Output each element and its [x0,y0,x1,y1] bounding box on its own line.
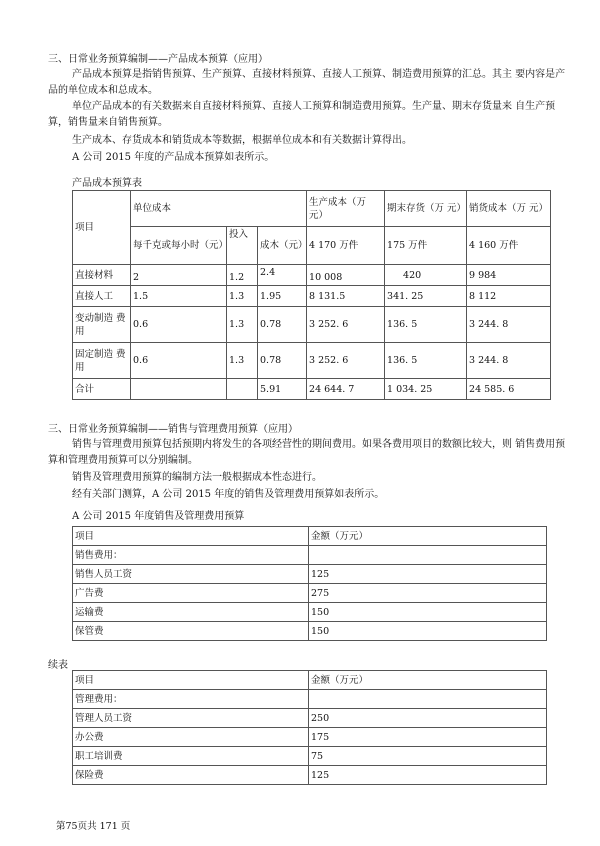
row-rate: 1.5 [131,286,227,307]
row-production: 10 008 [307,265,385,286]
row-cost: 0.78 [258,343,307,379]
row-sales: 9 984 [467,265,551,286]
row-ending: 341. 25 [385,286,467,307]
table-header-row [73,527,547,546]
col-item-header: 项目 [73,671,309,690]
col-item-header: 项目 [73,191,131,265]
row-ending: 136. 5 [385,307,467,343]
row-ending: 1 034. 25 [385,379,467,400]
row-item: 保管费 [73,622,309,641]
group-label: 销售费用： [73,546,309,565]
row-amount: 150 [309,622,547,641]
expense-table [72,526,547,641]
product-cost-table-title: 产品成本预算表 [72,178,142,189]
row-sales: 24 585. 6 [467,379,551,400]
col-input-header: 投入 [227,227,258,265]
table-row [73,343,551,379]
col-production-header: 生产成本（万 元） [307,191,385,227]
row-item: 职工培训费 [73,747,309,766]
row-input: 1.3 [227,343,258,379]
table-row-total [73,379,551,400]
row-item: 合计 [73,379,131,400]
row-input: 1.2 [227,265,258,286]
table-row [73,603,547,622]
table-row [73,747,547,766]
page-number: 第75页共 171 页 [56,821,131,832]
row-production: 24 644. 7 [307,379,385,400]
col-amount-header: 金额（万元） [309,671,547,690]
row-item: 广告费 [73,584,309,603]
table-header-row [73,191,551,227]
table-row [73,709,547,728]
total-ending-qty: 175 万件 [385,227,467,265]
section2-paragraph-3: 经有关部门测算，A 公司 2015 年度的销售及管理费用预算如表所示。 [72,489,385,500]
product-cost-table [72,190,551,400]
row-amount: 125 [309,565,547,584]
section2-paragraph-2: 销售及管理费用预算的编制方法一般根据成本性态进行。 [72,472,322,483]
table-row [73,265,551,286]
group-label: 管理费用： [73,690,309,709]
col-unit-cost-header: 单位成本 [131,191,307,227]
table-row [73,307,551,343]
section1-paragraph-3: 生产成本、存货成本和销货成本等数据，根据单位成本和有关数据计算得出。 [72,135,412,146]
row-sales: 3 244. 8 [467,343,551,379]
row-production: 3 252. 6 [307,343,385,379]
row-item: 保险费 [73,766,309,785]
section1-paragraph-2: 单位产品成本的有关数据来自直接材料预算、直接人工预算和制造费用预算。生产量、期末存货量来 自生产预算，销售量来自销售预算。 [48,101,556,128]
expense-table-continued [72,670,547,785]
table-row [73,728,547,747]
col-sales-header: 销货成本（万 元） [467,191,551,227]
row-sales: 8 112 [467,286,551,307]
section1-paragraph-4: A 公司 2015 年度的产品成本预算如表所示。 [72,152,275,163]
section2-paragraph-1: 销售与管理费用预算包括预期内将发生的各项经营性的期间费用。如果各费用项目的数额比较大，则 销售费用预算和管理费用预算可以分别编制。 [48,439,566,466]
total-production-qty: 4 170 万件 [307,227,385,265]
section1-paragraph-1: 产品成本预算是指销售预算、生产预算、直接材料预算、直接人工预算、制造费用预算的汇总。其主 要内容是产品的单位成本和总成本。 [48,69,566,96]
row-input: 1.3 [227,307,258,343]
table-group-row [73,546,547,565]
row-amount: 75 [309,747,547,766]
row-amount: 125 [309,766,547,785]
row-item: 固定制造 费用 [73,343,131,379]
row-ending: 136. 5 [385,343,467,379]
table-row [73,565,547,584]
row-item: 销售人员工资 [73,565,309,584]
table-header-row [73,671,547,690]
row-amount: 150 [309,603,547,622]
row-amount: 175 [309,728,547,747]
table-subheader-row [73,227,551,265]
table-row [73,584,547,603]
row-cost: 2.4 [258,265,307,286]
table-row [73,766,547,785]
row-rate: 0.6 [131,307,227,343]
row-item: 办公费 [73,728,309,747]
row-item: 直接材料 [73,265,131,286]
expense-table-title: A 公司 2015 年度销售及管理费用预算 [72,511,245,522]
row-item: 管理人员工资 [73,709,309,728]
row-production: 8 131.5 [307,286,385,307]
row-input [227,379,258,400]
row-cost: 0.78 [258,307,307,343]
section1-heading: 三、日常业务预算编制——产品成本预算（应用） [48,54,268,65]
row-sales: 3 244. 8 [467,307,551,343]
col-amount-header: 金额（万元） [309,527,547,546]
row-rate: 0.6 [131,343,227,379]
row-input: 1.3 [227,286,258,307]
row-rate [131,379,227,400]
row-cost: 5.91 [258,379,307,400]
col-ending-header: 期末存货（万 元） [385,191,467,227]
row-ending: 420 [385,265,467,286]
row-amount: 250 [309,709,547,728]
row-production: 3 252. 6 [307,307,385,343]
row-rate: 2 [131,265,227,286]
table-group-row [73,690,547,709]
row-item: 运输费 [73,603,309,622]
row-cost: 1.95 [258,286,307,307]
table-row [73,286,551,307]
col-cost-header: 成木（元） [258,227,307,265]
section2-heading: 三、日常业务预算编制——销售与管理费用预算（应用） [48,424,298,435]
table-row [73,622,547,641]
col-item-header: 项目 [73,527,309,546]
row-item: 变动制造 费用 [73,307,131,343]
continued-label: 续表 [48,660,68,671]
total-sales-qty: 4 160 万件 [467,227,551,265]
col-rate-header: 每千克或每小时（元） [131,227,227,265]
row-amount: 275 [309,584,547,603]
row-item: 直接人工 [73,286,131,307]
